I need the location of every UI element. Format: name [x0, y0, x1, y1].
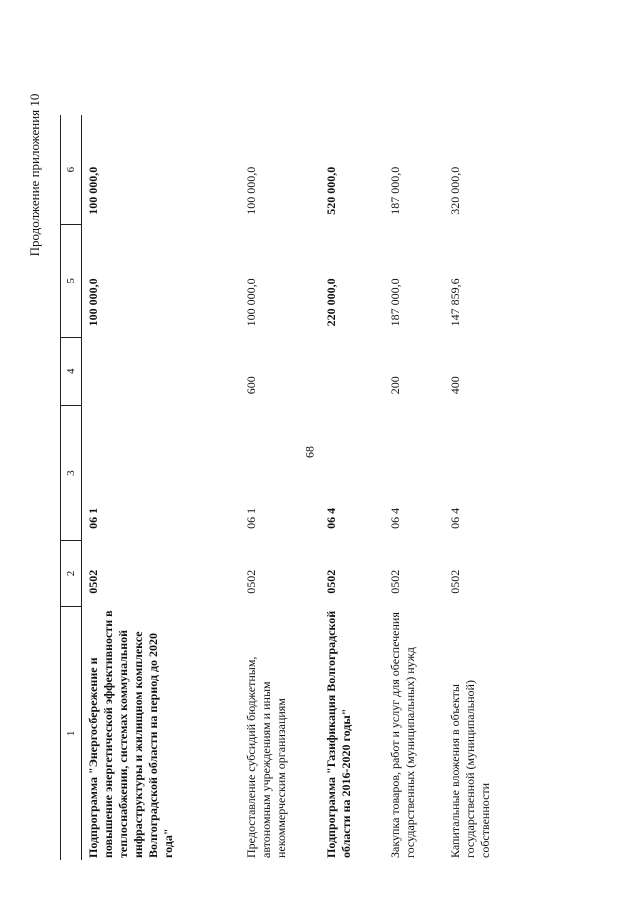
header-col-2: 2: [61, 540, 81, 606]
header-col-1: 1: [61, 606, 81, 860]
header-col-5: 5: [61, 224, 81, 336]
row-val6: 100 000,0: [86, 166, 100, 215]
row-type: 400: [448, 376, 462, 395]
row-val6: 187 000,0: [388, 166, 402, 215]
table-row: [240, 115, 320, 860]
row-code: 0502: [448, 569, 462, 594]
row-name: Закупка товаров, работ и услуг для обеспечения государственных (муниципальных) нужд: [388, 612, 417, 858]
row-val6: 520 000,0: [324, 166, 338, 215]
page-number: 68: [302, 446, 317, 458]
appendix-title: Продолжение приложения 10: [27, 93, 42, 257]
row-name: Капитальные вложения в объекты государственной (муниципальной) собственности: [448, 680, 492, 858]
row-type: [82, 336, 240, 404]
row-target: 06 4: [448, 507, 462, 529]
row-name: Подпрограмма "Газификация Волгоградской области на 2016-2020 годы": [324, 610, 353, 858]
row-target: 06 1: [244, 507, 258, 529]
row-val5: 147 859,6: [448, 278, 462, 327]
row-val5: 187 000,0: [388, 278, 402, 327]
row-type: 200: [388, 376, 402, 395]
table-row: [384, 115, 444, 860]
row-code: 0502: [324, 569, 338, 594]
row-type: 600: [244, 376, 258, 395]
row-val5: 100 000,0: [86, 278, 100, 327]
row-code: 0502: [86, 569, 100, 594]
row-val6: 320 000,0: [448, 166, 462, 215]
table-row: [82, 115, 240, 860]
table-row: [444, 115, 504, 860]
row-type: [320, 336, 384, 404]
row-target: 06 4: [388, 507, 402, 529]
header-col-3: 3: [61, 405, 81, 540]
budget-table: [60, 115, 550, 860]
header-col-6: 6: [65, 166, 77, 173]
row-code: 0502: [388, 569, 402, 594]
row-target: 06 1: [86, 507, 100, 529]
table-row: [320, 115, 384, 860]
row-val6: 100 000,0: [244, 166, 258, 215]
row-name: Предоставление субсидий бюджетным, автономным учреждениям и иным некоммерческим организациям: [244, 656, 288, 858]
row-name: Подпрограмма "Энергосбережение и повышение энергетической эффективности в теплоснабжении, системах коммунальной инфраструктуры и жилищном комплексе Волгоградской области на период до 2020 года": [86, 610, 175, 858]
row-val5: 220 000,0: [324, 278, 338, 327]
header-col-4: 4: [61, 337, 81, 406]
row-target: 06 4: [324, 507, 338, 529]
row-code: 0502: [244, 569, 258, 594]
row-val5: 100 000,0: [244, 278, 258, 327]
table-header: [60, 115, 82, 860]
rotated-table-wrapper: [60, 115, 640, 858]
